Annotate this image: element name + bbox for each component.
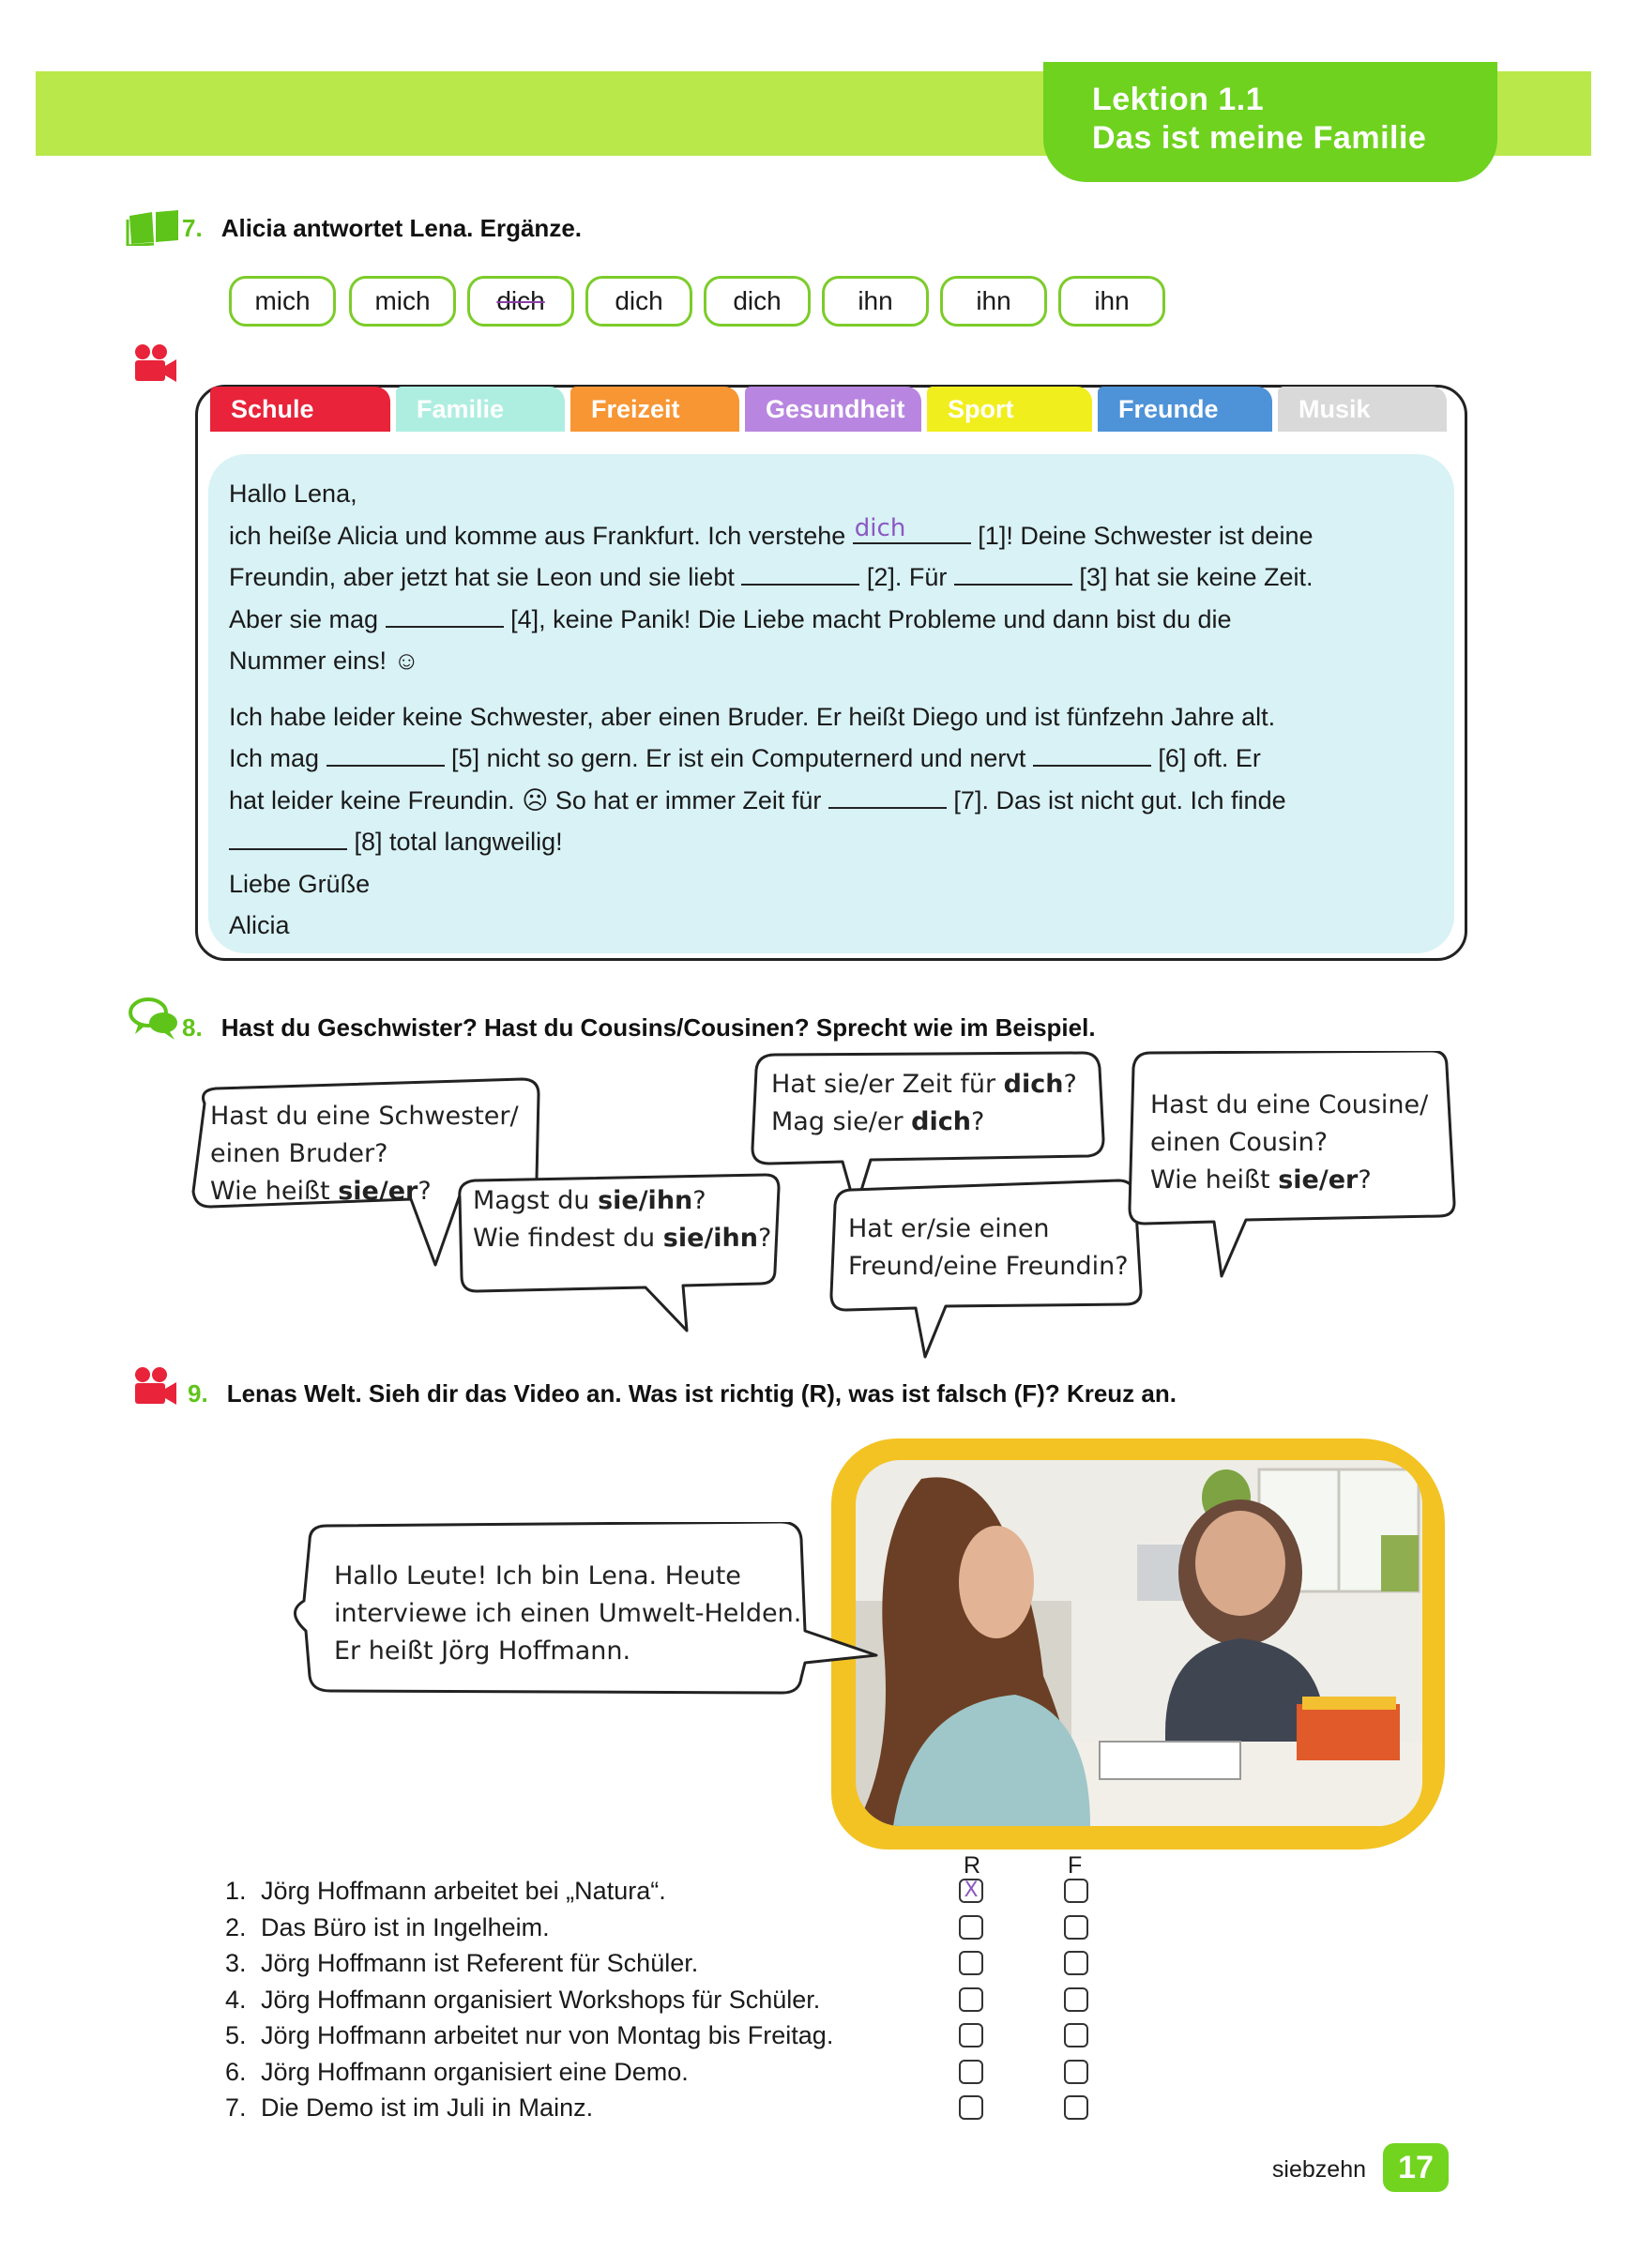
- bubble-5: Hast du eine Cousine/ einen Cousin? Wie heißt sie/er?: [1150, 1090, 1429, 1195]
- statement-number: 4.: [225, 1985, 247, 2014]
- checkbox-f[interactable]: [1064, 2060, 1088, 2084]
- statement-text: Jörg Hoffmann ist Referent für Schüler.: [261, 1949, 699, 1977]
- video-camera-icon: [133, 343, 178, 383]
- word-pill: ihn: [1058, 276, 1165, 327]
- tab-freunde[interactable]: Freunde: [1098, 387, 1272, 432]
- lesson-tab: [1043, 62, 1497, 182]
- statement-row: [225, 1910, 833, 1946]
- page-number-badge: 17: [1383, 2143, 1449, 2192]
- lesson-title: Das ist meine Familie: [1092, 120, 1427, 156]
- blank-4[interactable]: [386, 600, 504, 628]
- letter-signature: Alicia: [229, 911, 290, 939]
- statement-text: Jörg Hoffmann arbeitet bei „Natura“.: [261, 1877, 666, 1905]
- exercise-9-title: [188, 1379, 1177, 1408]
- statement-row: [225, 2090, 833, 2126]
- bubble-3: Hat sie/er Zeit für dich? Mag sie/er dich?: [771, 1070, 1077, 1136]
- checkbox-r[interactable]: [959, 1915, 983, 1940]
- statement-row: [225, 2054, 833, 2091]
- exercise-7-title: [182, 214, 582, 243]
- lena-bubble-text: Hallo Leute! Ich bin Lena. Heute interviewe ich einen Umwelt-Helden. Er heißt Jörg Hoffmann.: [334, 1561, 802, 1666]
- exercise-8-number: 8.: [182, 1013, 203, 1042]
- letter-line: Aber sie mag [4], keine Panik! Die Liebe macht Probleme und dann bist du die: [229, 599, 1434, 641]
- column-r-header: R: [964, 1852, 981, 1879]
- statement-number: 2.: [225, 1912, 247, 1941]
- statement-number: 5.: [225, 2021, 247, 2049]
- statement-number: 6.: [225, 2057, 247, 2086]
- statement-row: [225, 1873, 833, 1910]
- tab-freizeit[interactable]: Freizeit: [570, 387, 739, 432]
- statement-text: Jörg Hoffmann organisiert Workshops für Schüler.: [261, 1985, 821, 2014]
- statement-text: Das Büro ist in Ingelheim.: [261, 1912, 550, 1941]
- word-pill: ihn: [822, 276, 929, 327]
- blank-1[interactable]: [853, 513, 971, 544]
- letter-line: Ich habe leider keine Schwester, aber einen Bruder. Er heißt Diego und ist fünfzehn Jahre alt.: [229, 702, 1276, 731]
- tab-schule[interactable]: Schule: [210, 387, 390, 432]
- blank-3[interactable]: [954, 557, 1072, 586]
- word-pill: mich: [229, 276, 336, 327]
- exercise-8-title: [182, 1013, 1096, 1043]
- word-pill-used: dich: [467, 276, 574, 327]
- letter-greeting: Hallo Lena,: [229, 479, 357, 508]
- lesson-number: Lektion 1.1: [1092, 82, 1265, 117]
- exercise-9-instruction: Lenas Welt. Sieh dir das Video an. Was ist richtig (R), was ist falsch (F)? Kreuz an.: [226, 1379, 1177, 1408]
- checkbox-r[interactable]: [959, 2023, 983, 2047]
- checkbox-f[interactable]: [1064, 2023, 1088, 2047]
- statement-text: Die Demo ist im Juli in Mainz.: [261, 2093, 594, 2122]
- blank-6[interactable]: [1033, 738, 1151, 767]
- word-pill: dich: [704, 276, 811, 327]
- checkbox-r[interactable]: [959, 1987, 983, 2012]
- bubble-2: Magst du sie/ihn? Wie findest du sie/ihn?: [473, 1186, 772, 1253]
- checkbox-f[interactable]: [1064, 2095, 1088, 2120]
- blank-1-answer: dich: [854, 513, 906, 542]
- statement-number: 1.: [225, 1877, 247, 1905]
- word-pill: ihn: [940, 276, 1047, 327]
- statements-list: [225, 1873, 833, 2126]
- checkbox-r[interactable]: [959, 1951, 983, 1975]
- statement-row: [225, 2017, 833, 2054]
- checkbox-f[interactable]: [1064, 1915, 1088, 1940]
- category-tabs: [210, 387, 1447, 432]
- word-pill: mich: [349, 276, 456, 327]
- statement-text: Jörg Hoffmann arbeitet nur von Montag bis Freitag.: [261, 2021, 834, 2049]
- bubble-1: Hast du eine Schwester/ einen Bruder? Wie heißt sie/er?: [210, 1102, 519, 1206]
- video-scene-illustration: [856, 1460, 1422, 1826]
- blank-7[interactable]: [828, 781, 947, 809]
- column-f-header: F: [1068, 1852, 1083, 1879]
- statement-number: 3.: [225, 1949, 247, 1977]
- blank-2[interactable]: [741, 557, 859, 586]
- blank-5[interactable]: [327, 738, 445, 767]
- checkbox-r[interactable]: [959, 2095, 983, 2120]
- letter-line: ich heiße Alicia und komme aus Frankfurt. Ich verstehe dich [1]! Deine Schwester ist deine: [229, 513, 1314, 550]
- letter-text: [208, 454, 1454, 953]
- page-number-word: siebzehn: [1271, 2156, 1366, 2183]
- exercise-7-number: 7.: [182, 214, 203, 242]
- exercise-9-number: 9.: [188, 1379, 208, 1408]
- checkbox-f[interactable]: [1064, 1879, 1088, 1903]
- tab-gesundheit[interactable]: Gesundheit: [745, 387, 921, 432]
- checkbox-r[interactable]: [959, 2060, 983, 2084]
- word-pill: dich: [585, 276, 692, 327]
- book-icon: [126, 206, 182, 246]
- tab-familie[interactable]: Familie: [396, 387, 565, 432]
- video-still[interactable]: [856, 1460, 1422, 1826]
- checkbox-r[interactable]: X: [959, 1879, 983, 1903]
- statement-row: [225, 1982, 833, 2018]
- statement-number: 7.: [225, 2093, 247, 2122]
- statement-row: [225, 1945, 833, 1982]
- letter-line: Nummer eins! ☺: [229, 647, 420, 675]
- letter-line: hat leider keine Freundin. ☹ So hat er immer Zeit für [7]. Das ist nicht gut. Ich finde: [229, 780, 1434, 822]
- letter-line: Freundin, aber jetzt hat sie Leon und sie liebt [2]. Für [3] hat sie keine Zeit.: [229, 556, 1434, 599]
- letter-line: [8] total langweilig!: [229, 821, 1434, 863]
- tab-musik[interactable]: Musik: [1278, 387, 1447, 432]
- speech-bubbles-icon: [128, 997, 180, 1042]
- exercise-8-instruction: Hast du Geschwister? Hast du Cousins/Cousinen? Sprecht wie im Beispiel.: [220, 1013, 1096, 1042]
- checkbox-f[interactable]: [1064, 1951, 1088, 1975]
- blank-8[interactable]: [229, 822, 347, 850]
- tab-sport[interactable]: Sport: [927, 387, 1092, 432]
- video-camera-icon: [133, 1366, 178, 1406]
- bubble-4: Hat er/sie einen Freund/eine Freundin?: [848, 1214, 1129, 1281]
- letter-line: Ich mag [5] nicht so gern. Er ist ein Computernerd und nervt [6] oft. Er: [229, 738, 1434, 780]
- statement-text: Jörg Hoffmann organisiert eine Demo.: [261, 2057, 689, 2086]
- letter-closing: Liebe Grüße: [229, 869, 371, 898]
- checkbox-f[interactable]: [1064, 1987, 1088, 2012]
- exercise-7-instruction: Alicia antwortet Lena. Ergänze.: [220, 214, 582, 242]
